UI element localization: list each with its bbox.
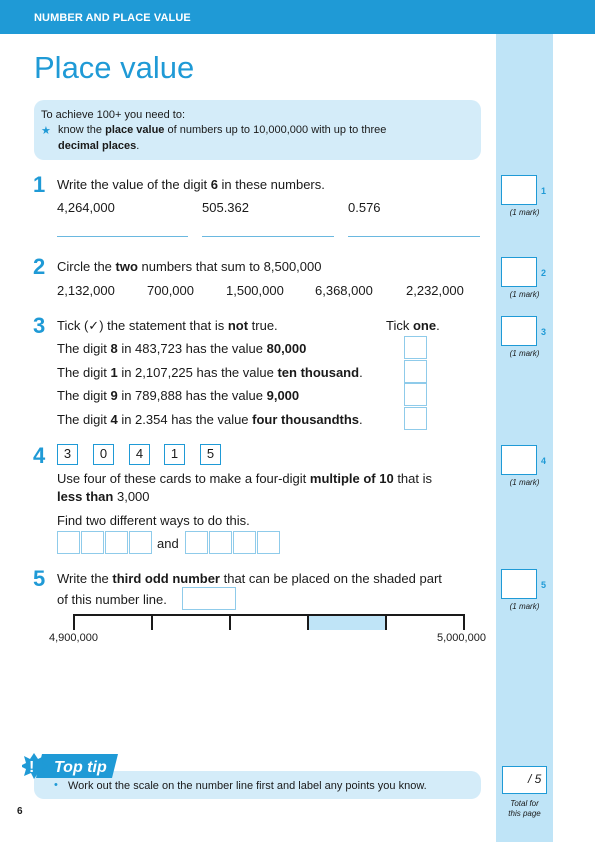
- question-2-number: 2: [33, 254, 46, 279]
- q2-option[interactable]: 700,000: [147, 283, 194, 298]
- marks-margin: [496, 34, 553, 842]
- mark-box[interactable]: [501, 569, 537, 599]
- number-line-tick: [151, 614, 153, 630]
- tick-box[interactable]: [404, 360, 427, 383]
- objective-line-2: decimal places.: [58, 140, 140, 152]
- q2-option[interactable]: 2,132,000: [57, 283, 115, 298]
- question-3-number: 3: [33, 313, 46, 338]
- total-label: Total for this page: [508, 799, 541, 818]
- page-number: 6: [17, 806, 23, 817]
- q1-answer-line[interactable]: [202, 236, 334, 237]
- number-line-tick: [229, 614, 231, 630]
- page-title: Place value: [34, 50, 195, 85]
- answer-digit-box[interactable]: [209, 531, 232, 554]
- q2-option[interactable]: 1,500,000: [226, 283, 284, 298]
- q3-statement: The digit 8 in 483,723 has the value 80,000: [57, 341, 307, 356]
- mark-box[interactable]: [501, 175, 537, 205]
- answer-digit-box[interactable]: [257, 531, 280, 554]
- section-title: NUMBER AND PLACE VALUE: [34, 12, 191, 24]
- question-4-number: 4: [33, 443, 46, 468]
- question-5-text-2: of this number line.: [57, 592, 167, 607]
- answer-digit-box[interactable]: [81, 531, 104, 554]
- question-1-number: 1: [33, 172, 46, 197]
- mark-question-number: 3: [541, 327, 547, 337]
- tick-box[interactable]: [404, 407, 427, 430]
- q3-statement: The digit 9 in 789,888 has the value 9,000: [57, 388, 300, 403]
- q1-number: 505.362: [202, 200, 249, 215]
- q2-option[interactable]: 2,232,000: [406, 283, 464, 298]
- top-tip-title: Top tip: [54, 759, 107, 776]
- digit-card: 1: [164, 444, 185, 465]
- q3-statement: The digit 4 in 2.354 has the value four thousandths.: [57, 412, 363, 427]
- tick-one-instruction: Tick one.: [386, 318, 440, 333]
- digit-card: 3: [57, 444, 78, 465]
- mark-label: (1 mark): [509, 602, 540, 611]
- digit-card: 4: [129, 444, 150, 465]
- answer-digit-box[interactable]: [57, 531, 80, 554]
- mark-question-number: 5: [541, 580, 547, 590]
- number-line-start-label: 4,900,000: [49, 632, 98, 644]
- total-score: / 5: [528, 772, 542, 786]
- question-1-text: Write the value of the digit 6 in these numbers.: [57, 177, 325, 192]
- question-4-instruction: Find two different ways to do this.: [57, 513, 250, 528]
- mark-label: (1 mark): [509, 208, 540, 217]
- q1-number: 0.576: [348, 200, 381, 215]
- question-2-text: Circle the two numbers that sum to 8,500,000: [57, 259, 322, 274]
- digit-card: 5: [200, 444, 221, 465]
- q1-number: 4,264,000: [57, 200, 115, 215]
- top-tip-text: Work out the scale on the number line first and label any points you know.: [68, 780, 427, 792]
- question-5-text: Write the third odd number that can be placed on the shaded part: [57, 571, 442, 586]
- tick-box[interactable]: [404, 336, 427, 359]
- exclamation-icon: !: [29, 759, 35, 776]
- number-line-tick: [385, 614, 387, 630]
- number-line-tick: [463, 614, 465, 630]
- q3-statement: The digit 1 in 2,107,225 has the value ten thousand.: [57, 365, 363, 380]
- q2-option[interactable]: 6,368,000: [315, 283, 373, 298]
- mark-question-number: 1: [541, 186, 547, 196]
- number-line: [73, 614, 464, 616]
- q5-answer-box[interactable]: [182, 587, 236, 610]
- tick-box[interactable]: [404, 383, 427, 406]
- mark-label: (1 mark): [509, 349, 540, 358]
- number-line-shaded-part: [308, 614, 386, 630]
- objectives-lead: To achieve 100+ you need to:: [41, 109, 186, 121]
- q1-answer-line[interactable]: [57, 236, 188, 237]
- star-icon: ★: [41, 125, 51, 137]
- answer-digit-box[interactable]: [233, 531, 256, 554]
- mark-question-number: 4: [541, 456, 547, 466]
- question-4-text-2: less than 3,000: [57, 489, 150, 504]
- question-4-text: Use four of these cards to make a four-digit multiple of 10 that is: [57, 471, 432, 486]
- mark-box[interactable]: [501, 445, 537, 475]
- bullet-icon: •: [54, 779, 58, 791]
- mark-label: (1 mark): [509, 290, 540, 299]
- mark-box[interactable]: [501, 257, 537, 287]
- number-line-end-label: 5,000,000: [437, 632, 486, 644]
- digit-card: 0: [93, 444, 114, 465]
- mark-label: (1 mark): [509, 478, 540, 487]
- number-line-tick: [73, 614, 75, 630]
- q1-answer-line[interactable]: [348, 236, 480, 237]
- answer-digit-box[interactable]: [185, 531, 208, 554]
- mark-question-number: 2: [541, 268, 547, 278]
- mark-box[interactable]: [501, 316, 537, 346]
- objective-line-1: know the place value of numbers up to 10,000,000 with up to three: [58, 124, 387, 136]
- number-line-tick: [307, 614, 309, 630]
- and-label: and: [157, 536, 179, 551]
- answer-digit-box[interactable]: [105, 531, 128, 554]
- tick-icon: ✓: [88, 318, 100, 333]
- question-3-text: Tick (✓) the statement that is not true.: [57, 318, 278, 333]
- answer-digit-box[interactable]: [129, 531, 152, 554]
- question-5-number: 5: [33, 566, 46, 591]
